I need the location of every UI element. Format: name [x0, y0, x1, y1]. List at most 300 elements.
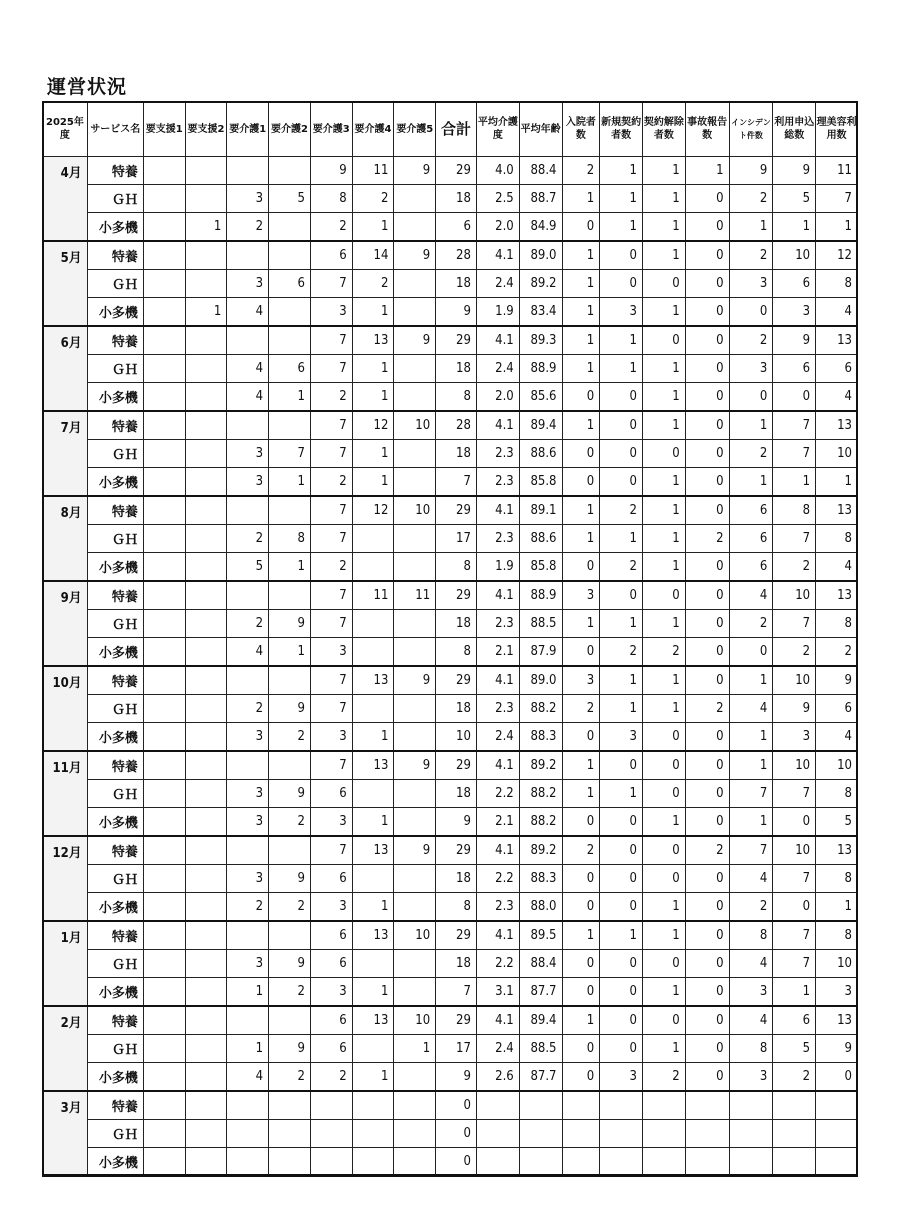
column-header: 新規契約者数	[600, 102, 643, 157]
value-cell: 3	[310, 298, 352, 327]
value-cell	[394, 355, 436, 383]
column-header: 合計	[436, 102, 477, 157]
value-cell: 13	[816, 326, 858, 355]
value-cell: 2.1	[476, 808, 519, 837]
value-cell: 4.1	[476, 326, 519, 355]
service-name-cell: ＧＨ	[87, 440, 143, 468]
service-name-cell: 小多機	[87, 553, 143, 582]
value-cell	[685, 1091, 729, 1120]
month-cell: 2月	[43, 1006, 88, 1091]
table-row	[43, 440, 858, 468]
value-cell: 0	[685, 723, 729, 752]
value-cell	[269, 1120, 311, 1148]
value-cell: 1	[729, 666, 773, 695]
value-cell	[143, 1006, 185, 1035]
value-cell: 1	[352, 298, 394, 327]
value-cell: 8	[816, 525, 858, 553]
value-cell: 0	[436, 1091, 477, 1120]
value-cell	[352, 950, 394, 978]
value-cell: 0	[562, 440, 600, 468]
value-cell: 7	[773, 610, 816, 638]
value-cell: 3	[600, 1063, 643, 1092]
value-cell	[185, 1006, 227, 1035]
value-cell: 10	[773, 581, 816, 610]
value-cell	[185, 751, 227, 780]
value-cell: 0	[600, 950, 643, 978]
value-cell	[352, 610, 394, 638]
value-cell: 9	[436, 1063, 477, 1092]
value-cell	[143, 865, 185, 893]
table-row	[43, 836, 858, 865]
value-cell: 84.9	[519, 213, 562, 242]
value-cell: 0	[685, 666, 729, 695]
page-title: 運営状況	[47, 76, 128, 98]
value-cell: 1	[685, 157, 729, 185]
value-cell: 2.0	[476, 383, 519, 412]
value-cell: 0	[642, 581, 685, 610]
value-cell	[185, 1120, 227, 1148]
value-cell: 14	[352, 241, 394, 270]
value-cell: 7	[310, 496, 352, 525]
value-cell: 4.1	[476, 1006, 519, 1035]
value-cell	[143, 383, 185, 412]
value-cell	[185, 1148, 227, 1177]
service-name-cell: 小多機	[87, 893, 143, 922]
value-cell	[352, 638, 394, 667]
value-cell: 9	[816, 1035, 858, 1063]
value-cell	[773, 1091, 816, 1120]
value-cell: 3	[227, 440, 269, 468]
value-cell	[185, 326, 227, 355]
service-name-cell: 特養	[87, 836, 143, 865]
service-name-cell: 小多機	[87, 723, 143, 752]
value-cell	[269, 213, 311, 242]
value-cell: 1	[642, 808, 685, 837]
value-cell: 89.0	[519, 241, 562, 270]
value-cell	[476, 1148, 519, 1177]
value-cell	[185, 1063, 227, 1092]
value-cell	[394, 978, 436, 1007]
value-cell: 9	[394, 666, 436, 695]
value-cell: 29	[436, 157, 477, 185]
value-cell: 0	[685, 610, 729, 638]
value-cell	[143, 610, 185, 638]
value-cell	[185, 950, 227, 978]
value-cell	[642, 1120, 685, 1148]
value-cell: 2	[600, 638, 643, 667]
value-cell: 1	[562, 525, 600, 553]
value-cell: 7	[310, 270, 352, 298]
value-cell: 0	[600, 893, 643, 922]
table-row	[43, 581, 858, 610]
table-row	[43, 921, 858, 950]
value-cell: 2.0	[476, 213, 519, 242]
value-cell: 3	[562, 581, 600, 610]
service-name-cell: ＧＨ	[87, 185, 143, 213]
value-cell: 7	[816, 185, 858, 213]
month-cell: 12月	[43, 836, 88, 921]
value-cell: 0	[685, 581, 729, 610]
column-header: 要介護2	[269, 102, 311, 157]
value-cell: 7	[436, 978, 477, 1007]
value-cell: 0	[642, 751, 685, 780]
value-cell	[185, 270, 227, 298]
value-cell: 3	[310, 893, 352, 922]
value-cell: 6	[816, 355, 858, 383]
value-cell	[352, 865, 394, 893]
value-cell: 8	[729, 921, 773, 950]
table-row	[43, 241, 858, 270]
value-cell: 2.3	[476, 468, 519, 497]
value-cell: 2.4	[476, 270, 519, 298]
value-cell	[185, 808, 227, 837]
value-cell	[352, 695, 394, 723]
value-cell: 2	[729, 610, 773, 638]
value-cell: 9	[269, 610, 311, 638]
value-cell: 1	[600, 326, 643, 355]
service-name-cell: 特養	[87, 496, 143, 525]
value-cell: 3	[227, 723, 269, 752]
value-cell	[185, 695, 227, 723]
value-cell: 83.4	[519, 298, 562, 327]
table-row	[43, 751, 858, 780]
value-cell: 0	[600, 1006, 643, 1035]
value-cell: 0	[562, 865, 600, 893]
service-name-cell: ＧＨ	[87, 950, 143, 978]
value-cell: 8	[436, 553, 477, 582]
value-cell: 0	[562, 553, 600, 582]
service-name-cell: 特養	[87, 241, 143, 270]
value-cell	[143, 411, 185, 440]
value-cell: 9	[269, 780, 311, 808]
value-cell	[143, 780, 185, 808]
value-cell	[185, 638, 227, 667]
value-cell: 7	[436, 468, 477, 497]
value-cell	[394, 610, 436, 638]
value-cell: 8	[436, 383, 477, 412]
value-cell: 4.1	[476, 581, 519, 610]
value-cell: 1	[600, 610, 643, 638]
value-cell: 6	[729, 525, 773, 553]
value-cell: 2	[729, 185, 773, 213]
column-header: 事故報告数	[685, 102, 729, 157]
value-cell: 10	[816, 950, 858, 978]
value-cell: 9	[269, 865, 311, 893]
value-cell: 88.3	[519, 723, 562, 752]
value-cell: 1	[642, 695, 685, 723]
value-cell: 29	[436, 666, 477, 695]
value-cell: 2	[816, 638, 858, 667]
value-cell: 7	[310, 411, 352, 440]
value-cell: 1	[562, 241, 600, 270]
value-cell: 0	[562, 383, 600, 412]
value-cell: 2	[310, 468, 352, 497]
value-cell: 29	[436, 1006, 477, 1035]
value-cell: 85.6	[519, 383, 562, 412]
value-cell: 6	[310, 241, 352, 270]
value-cell	[269, 411, 311, 440]
value-cell: 1	[562, 270, 600, 298]
service-name-cell: ＧＨ	[87, 355, 143, 383]
month-cell: 10月	[43, 666, 88, 751]
value-cell: 2.3	[476, 893, 519, 922]
value-cell: 13	[352, 836, 394, 865]
value-cell: 8	[436, 893, 477, 922]
value-cell: 1	[773, 978, 816, 1007]
value-cell	[143, 496, 185, 525]
value-cell	[562, 1148, 600, 1177]
value-cell: 8	[816, 921, 858, 950]
value-cell: 9	[773, 326, 816, 355]
value-cell: 4.0	[476, 157, 519, 185]
value-cell: 0	[729, 638, 773, 667]
value-cell: 2	[562, 157, 600, 185]
value-cell: 7	[773, 525, 816, 553]
value-cell: 2.2	[476, 865, 519, 893]
value-cell	[143, 836, 185, 865]
value-cell	[143, 1063, 185, 1092]
value-cell: 1	[642, 525, 685, 553]
value-cell	[185, 440, 227, 468]
value-cell	[394, 525, 436, 553]
value-cell: 0	[685, 355, 729, 383]
value-cell: 6	[310, 1006, 352, 1035]
value-cell	[394, 808, 436, 837]
service-name-cell: 小多機	[87, 638, 143, 667]
value-cell: 1	[642, 355, 685, 383]
table-row	[43, 298, 858, 327]
value-cell	[394, 1091, 436, 1120]
value-cell: 4.1	[476, 241, 519, 270]
value-cell: 7	[310, 836, 352, 865]
table-body	[43, 157, 858, 1177]
value-cell: 3	[816, 978, 858, 1007]
value-cell: 10	[394, 921, 436, 950]
service-name-cell: 特養	[87, 326, 143, 355]
value-cell: 2	[685, 525, 729, 553]
value-cell: 6	[310, 1035, 352, 1063]
value-cell	[269, 751, 311, 780]
value-cell: 4	[227, 355, 269, 383]
value-cell: 87.7	[519, 978, 562, 1007]
value-cell: 4.1	[476, 666, 519, 695]
table-row	[43, 1035, 858, 1063]
value-cell: 3	[227, 808, 269, 837]
value-cell: 1	[227, 978, 269, 1007]
value-cell: 13	[352, 326, 394, 355]
value-cell: 0	[642, 1006, 685, 1035]
value-cell: 17	[436, 1035, 477, 1063]
value-cell: 13	[816, 1006, 858, 1035]
column-header: 要支援1	[143, 102, 185, 157]
value-cell	[352, 1091, 394, 1120]
value-cell: 0	[562, 468, 600, 497]
value-cell: 9	[394, 751, 436, 780]
value-cell: 0	[685, 865, 729, 893]
value-cell: 0	[436, 1148, 477, 1177]
value-cell	[143, 270, 185, 298]
operations-table	[42, 101, 858, 1177]
value-cell: 2	[352, 185, 394, 213]
value-cell: 0	[562, 213, 600, 242]
value-cell: 2	[773, 638, 816, 667]
value-cell: 8	[816, 610, 858, 638]
value-cell: 4	[729, 581, 773, 610]
value-cell	[773, 1148, 816, 1177]
value-cell: 3	[227, 185, 269, 213]
value-cell: 1	[562, 185, 600, 213]
value-cell: 85.8	[519, 553, 562, 582]
value-cell	[394, 213, 436, 242]
value-cell: 1	[352, 893, 394, 922]
service-name-cell: ＧＨ	[87, 1120, 143, 1148]
value-cell: 6	[269, 270, 311, 298]
value-cell	[310, 1091, 352, 1120]
value-cell: 2	[562, 695, 600, 723]
value-cell: 4	[729, 1006, 773, 1035]
value-cell: 0	[600, 468, 643, 497]
value-cell: 2	[642, 638, 685, 667]
value-cell	[816, 1148, 858, 1177]
value-cell: 7	[773, 865, 816, 893]
value-cell	[394, 950, 436, 978]
service-name-cell: 小多機	[87, 213, 143, 242]
value-cell: 2	[310, 213, 352, 242]
value-cell: 9	[310, 157, 352, 185]
value-cell	[185, 411, 227, 440]
month-cell: 4月	[43, 157, 88, 242]
value-cell: 1	[352, 723, 394, 752]
table-row	[43, 1120, 858, 1148]
service-name-cell: 特養	[87, 666, 143, 695]
value-cell	[519, 1120, 562, 1148]
value-cell	[562, 1120, 600, 1148]
value-cell: 0	[642, 723, 685, 752]
value-cell: 2	[269, 893, 311, 922]
value-cell	[310, 1120, 352, 1148]
value-cell	[143, 666, 185, 695]
value-cell: 0	[685, 553, 729, 582]
value-cell: 0	[685, 1035, 729, 1063]
value-cell: 2	[729, 241, 773, 270]
value-cell	[269, 666, 311, 695]
value-cell	[185, 241, 227, 270]
value-cell: 0	[685, 808, 729, 837]
value-cell: 3	[227, 468, 269, 497]
value-cell: 0	[729, 298, 773, 327]
value-cell	[143, 950, 185, 978]
value-cell: 1	[642, 185, 685, 213]
value-cell: 18	[436, 185, 477, 213]
table-row	[43, 950, 858, 978]
value-cell: 18	[436, 950, 477, 978]
value-cell: 88.6	[519, 525, 562, 553]
table-row	[43, 355, 858, 383]
value-cell: 7	[729, 780, 773, 808]
value-cell	[143, 695, 185, 723]
value-cell: 1	[562, 298, 600, 327]
value-cell: 1	[269, 383, 311, 412]
value-cell: 2	[729, 893, 773, 922]
value-cell: 0	[562, 1063, 600, 1092]
value-cell	[143, 553, 185, 582]
value-cell: 1	[642, 1035, 685, 1063]
value-cell	[519, 1148, 562, 1177]
value-cell: 2.3	[476, 440, 519, 468]
value-cell: 7	[310, 440, 352, 468]
value-cell: 2	[227, 610, 269, 638]
column-header: 要介護5	[394, 102, 436, 157]
value-cell: 0	[600, 241, 643, 270]
value-cell	[185, 893, 227, 922]
table-row	[43, 157, 858, 185]
value-cell: 2	[227, 213, 269, 242]
value-cell	[394, 695, 436, 723]
value-cell: 1	[729, 411, 773, 440]
value-cell: 8	[269, 525, 311, 553]
value-cell: 7	[310, 695, 352, 723]
value-cell: 88.2	[519, 808, 562, 837]
value-cell: 88.9	[519, 355, 562, 383]
value-cell: 0	[685, 411, 729, 440]
value-cell: 9	[394, 241, 436, 270]
value-cell: 10	[816, 751, 858, 780]
value-cell	[642, 1148, 685, 1177]
value-cell: 0	[600, 978, 643, 1007]
value-cell: 0	[562, 723, 600, 752]
table-row	[43, 723, 858, 752]
value-cell: 18	[436, 610, 477, 638]
value-cell: 7	[310, 610, 352, 638]
service-name-cell: 小多機	[87, 1063, 143, 1092]
value-cell: 0	[685, 185, 729, 213]
value-cell	[227, 836, 269, 865]
value-cell: 7	[310, 581, 352, 610]
value-cell: 7	[773, 411, 816, 440]
service-name-cell: ＧＨ	[87, 525, 143, 553]
value-cell: 1	[352, 468, 394, 497]
value-cell: 1	[816, 468, 858, 497]
month-cell: 7月	[43, 411, 88, 496]
value-cell: 1	[642, 411, 685, 440]
value-cell: 1	[352, 213, 394, 242]
value-cell: 1	[729, 723, 773, 752]
value-cell: 0	[685, 1006, 729, 1035]
value-cell: 9	[269, 1035, 311, 1063]
column-header: インシデント件数	[729, 102, 773, 157]
value-cell: 2.4	[476, 1035, 519, 1063]
value-cell: 13	[352, 666, 394, 695]
service-name-cell: 小多機	[87, 1148, 143, 1177]
table-row	[43, 865, 858, 893]
value-cell: 6	[729, 553, 773, 582]
value-cell: 88.7	[519, 185, 562, 213]
value-cell: 0	[685, 1063, 729, 1092]
value-cell	[729, 1120, 773, 1148]
month-cell: 11月	[43, 751, 88, 836]
value-cell: 0	[600, 1035, 643, 1063]
value-cell: 1	[816, 213, 858, 242]
value-cell	[143, 525, 185, 553]
value-cell: 89.4	[519, 1006, 562, 1035]
service-name-cell: 特養	[87, 1006, 143, 1035]
table-row	[43, 610, 858, 638]
table-row	[43, 1006, 858, 1035]
value-cell: 6	[310, 950, 352, 978]
value-cell: 3	[729, 978, 773, 1007]
value-cell: 1	[642, 921, 685, 950]
value-cell	[143, 213, 185, 242]
